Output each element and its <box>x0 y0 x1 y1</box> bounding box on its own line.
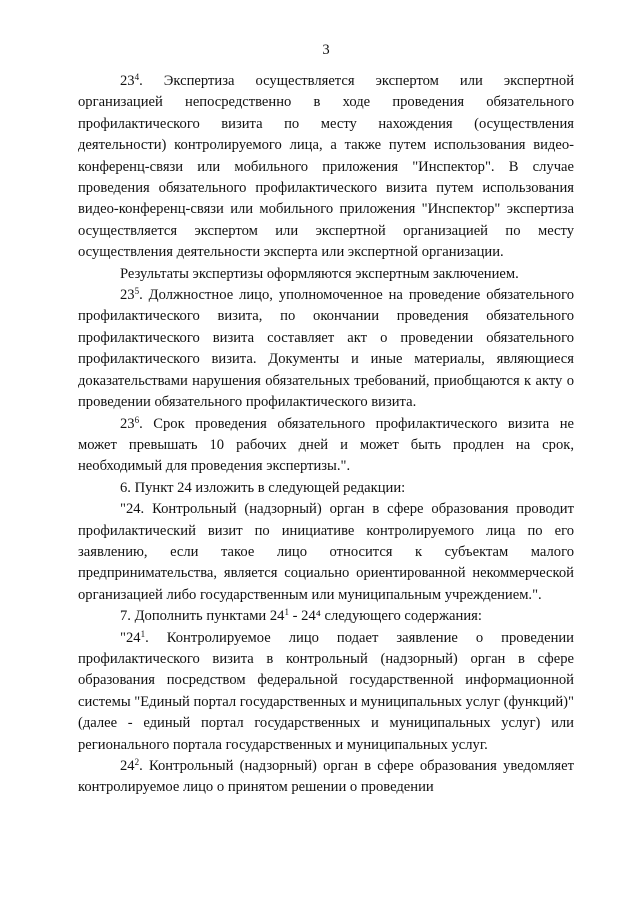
item-number: 24 <box>120 758 135 774</box>
paragraph-text: . Срок проведения обязательного профилактического визита не может превышать 10 рабочих дней и может быть продлен на срок, необходимый для проведения экспертизы.". <box>78 415 574 475</box>
paragraph-23-4 <box>78 71 574 264</box>
item-superscript: 1 <box>140 628 146 639</box>
paragraph-24-2 <box>78 756 574 799</box>
paragraph-results <box>78 264 574 285</box>
paragraph-text: . Контрольный (надзорный) орган в сфере образования уведомляет контролируемое лицо о принятом решении о проведении <box>78 758 574 796</box>
paragraph-text: . Контролируемое лицо подает заявление о проведении профилактического визита в контрольный (надзорный) орган в сфере образования посредством федеральной государственной информационной системы "Единый портал государственных и муниципальных услуг (функций)" (далее - единый портал государственных и муниципальных услуг) или регионального портала государственных и муниципальных услуг. <box>78 629 574 753</box>
item-number: "24 <box>120 629 141 646</box>
item-number: 23 <box>120 287 135 304</box>
paragraph-text: . Экспертиза осуществляется экспертом или экспертной организацией непосредственно в ходе проведения обязательного профилактического визита по месту нахождения (осуществления деятельности) контролируемого лица, а также путем использования видео-конференц-связи или мобильного приложения "Инспектор". В случае проведения обязательного профилактического визита путем использования видео-конференц-связи или мобильного приложения "Инспектор" экспертиза осуществляется экспертом или экспертной организацией по месту осуществления деятельности эксперта или экспертной организации. <box>78 73 574 261</box>
item-number: 23 <box>120 415 135 432</box>
paragraph-24 <box>78 499 574 606</box>
paragraph-23-6 <box>78 414 574 478</box>
item-superscript: 1 <box>284 607 289 618</box>
paragraph-text: - 24⁴ следующего содержания: <box>288 608 482 625</box>
paragraph-text: "24. Контрольный (надзорный) орган в сфере образования проводит профилактический визит по инициативе контролируемого лица по его заявлению, если такое лицо относится к субъектам малого предпринимательства, является социально ориентированной некоммерческой организацией либо государственным или муниципальным учреждением.". <box>78 501 574 603</box>
paragraph-text: 6. Пункт 24 изложить в следующей редакции: <box>120 479 406 496</box>
item-superscript: 4 <box>134 72 140 82</box>
paragraph-item-6 <box>78 478 574 499</box>
item-number: 23 <box>120 73 135 89</box>
paragraph-text: Результаты экспертизы оформляются экспертным заключением. <box>120 265 519 282</box>
item-number: 7. Дополнить пунктами 24 <box>120 608 285 625</box>
item-superscript: 6 <box>134 414 140 425</box>
page-number: 3 <box>322 42 330 58</box>
paragraph-24-1 <box>78 628 574 756</box>
paragraph-item-7 <box>78 606 574 627</box>
paragraph-text: . Должностное лицо, уполномоченное на проведение обязательного профилактического визита, по окончании проведения обязательного профилактического визита составляет акт о проведении обязательного профилактического визита. Документы и иные материалы, являющиеся доказательствами нарушения обязательных требований, приобщаются к акту о проведении обязательного профилактического визита. <box>78 287 574 411</box>
item-superscript: 2 <box>134 757 140 767</box>
paragraph-23-5 <box>78 285 574 413</box>
item-superscript: 5 <box>134 286 140 297</box>
